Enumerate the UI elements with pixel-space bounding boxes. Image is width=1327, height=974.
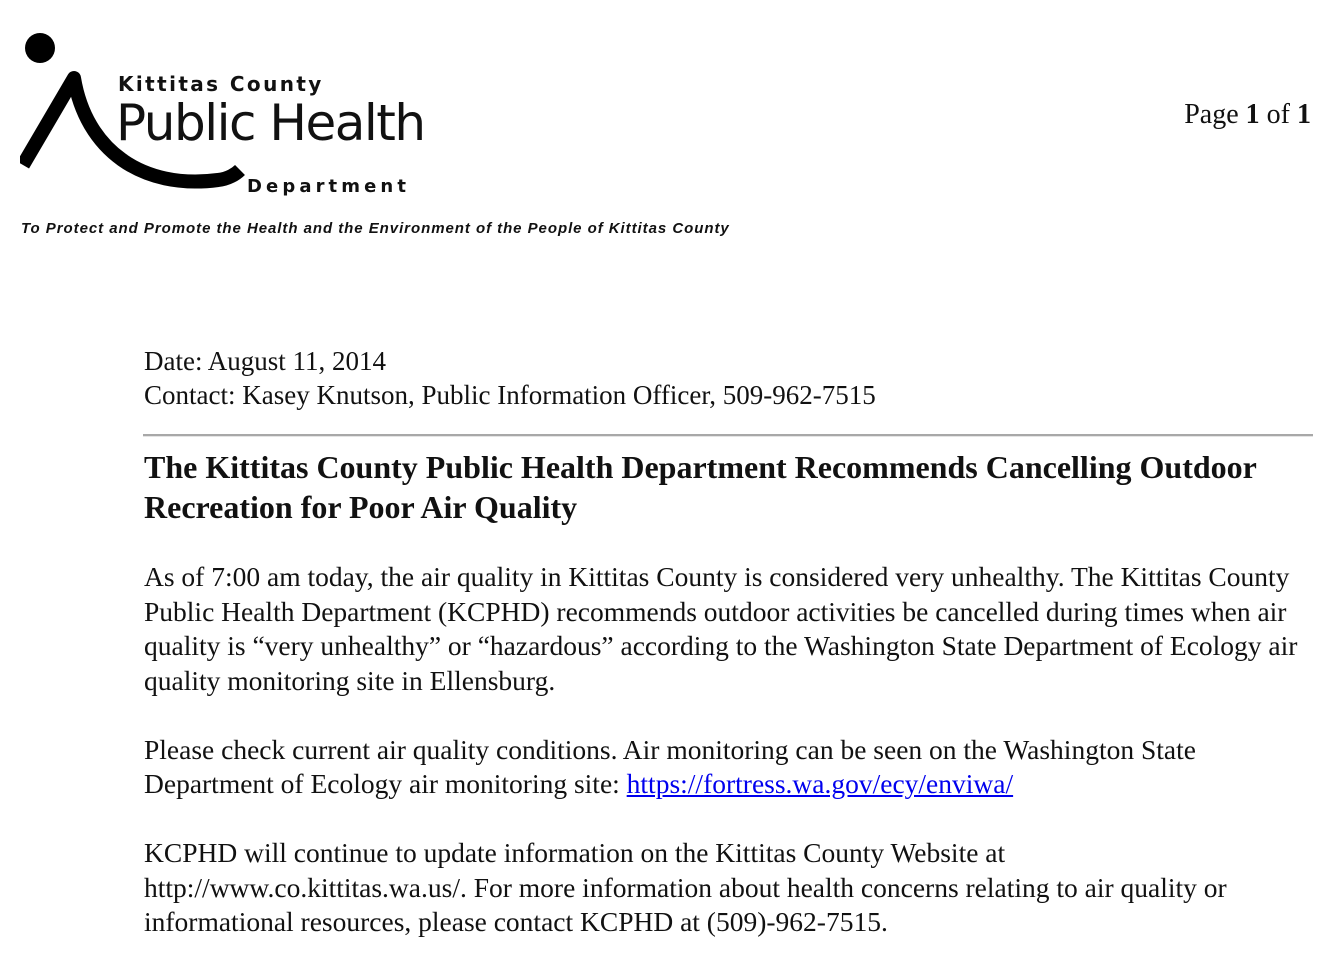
kcphd-logo — [20, 30, 430, 210]
release-meta — [144, 344, 876, 412]
page-indicator — [1184, 99, 1311, 131]
logo-public-health-text: Public Health — [116, 94, 425, 152]
date-line: Date: August 11, 2014 — [144, 346, 386, 376]
logo-county-text: Kittitas County — [118, 72, 324, 96]
page-separator: of — [1259, 99, 1297, 130]
ecology-monitoring-link[interactable]: https://fortress.wa.gov/ecy/enviwa/ — [626, 768, 1014, 799]
contact-line: Contact: Kasey Knutson, Public Information Officer, 509-962-7515 — [144, 380, 876, 410]
paragraph-air-quality: As of 7:00 am today, the air quality in Kittitas County is considered very unhealthy. The Kittitas County Public Health Department (KCPHD) recommends outdoor activities be cancelled during times when air quality is “very unhealthy” or “hazardous” according to the Washington State Department of Ecology air quality monitoring site in Ellensburg. — [144, 561, 1298, 696]
page-total: 1 — [1297, 99, 1311, 130]
divider — [143, 434, 1313, 437]
logo-department-text: Department — [247, 176, 411, 197]
page-current: 1 — [1245, 99, 1260, 130]
headline: The Kittitas County Public Health Department Recommends Cancelling Outdoor Recreation for Poor Air Quality — [144, 449, 1257, 525]
paragraph-updates-line1: KCPHD will continue to update information on the Kittitas County Website at — [144, 837, 1006, 868]
paragraph-updates — [144, 836, 1319, 940]
paragraph-check-conditions-text: Please check current air quality conditions. Air monitoring can be seen on the Washington State Department of Ecology air monitoring site: — [144, 733, 1196, 799]
page-prefix: Page — [1184, 99, 1246, 130]
tagline: To Protect and Promote the Health and the Environment of the People of Kittitas County — [21, 220, 730, 237]
release-body — [144, 560, 1319, 974]
paragraph-check-conditions — [144, 733, 1319, 802]
paragraph-updates-rest: http://www.co.kittitas.wa.us/. For more information about health concerns relating to air quality or informational resources, please contact KCPHD at (509)-962-7515. — [144, 871, 1227, 937]
